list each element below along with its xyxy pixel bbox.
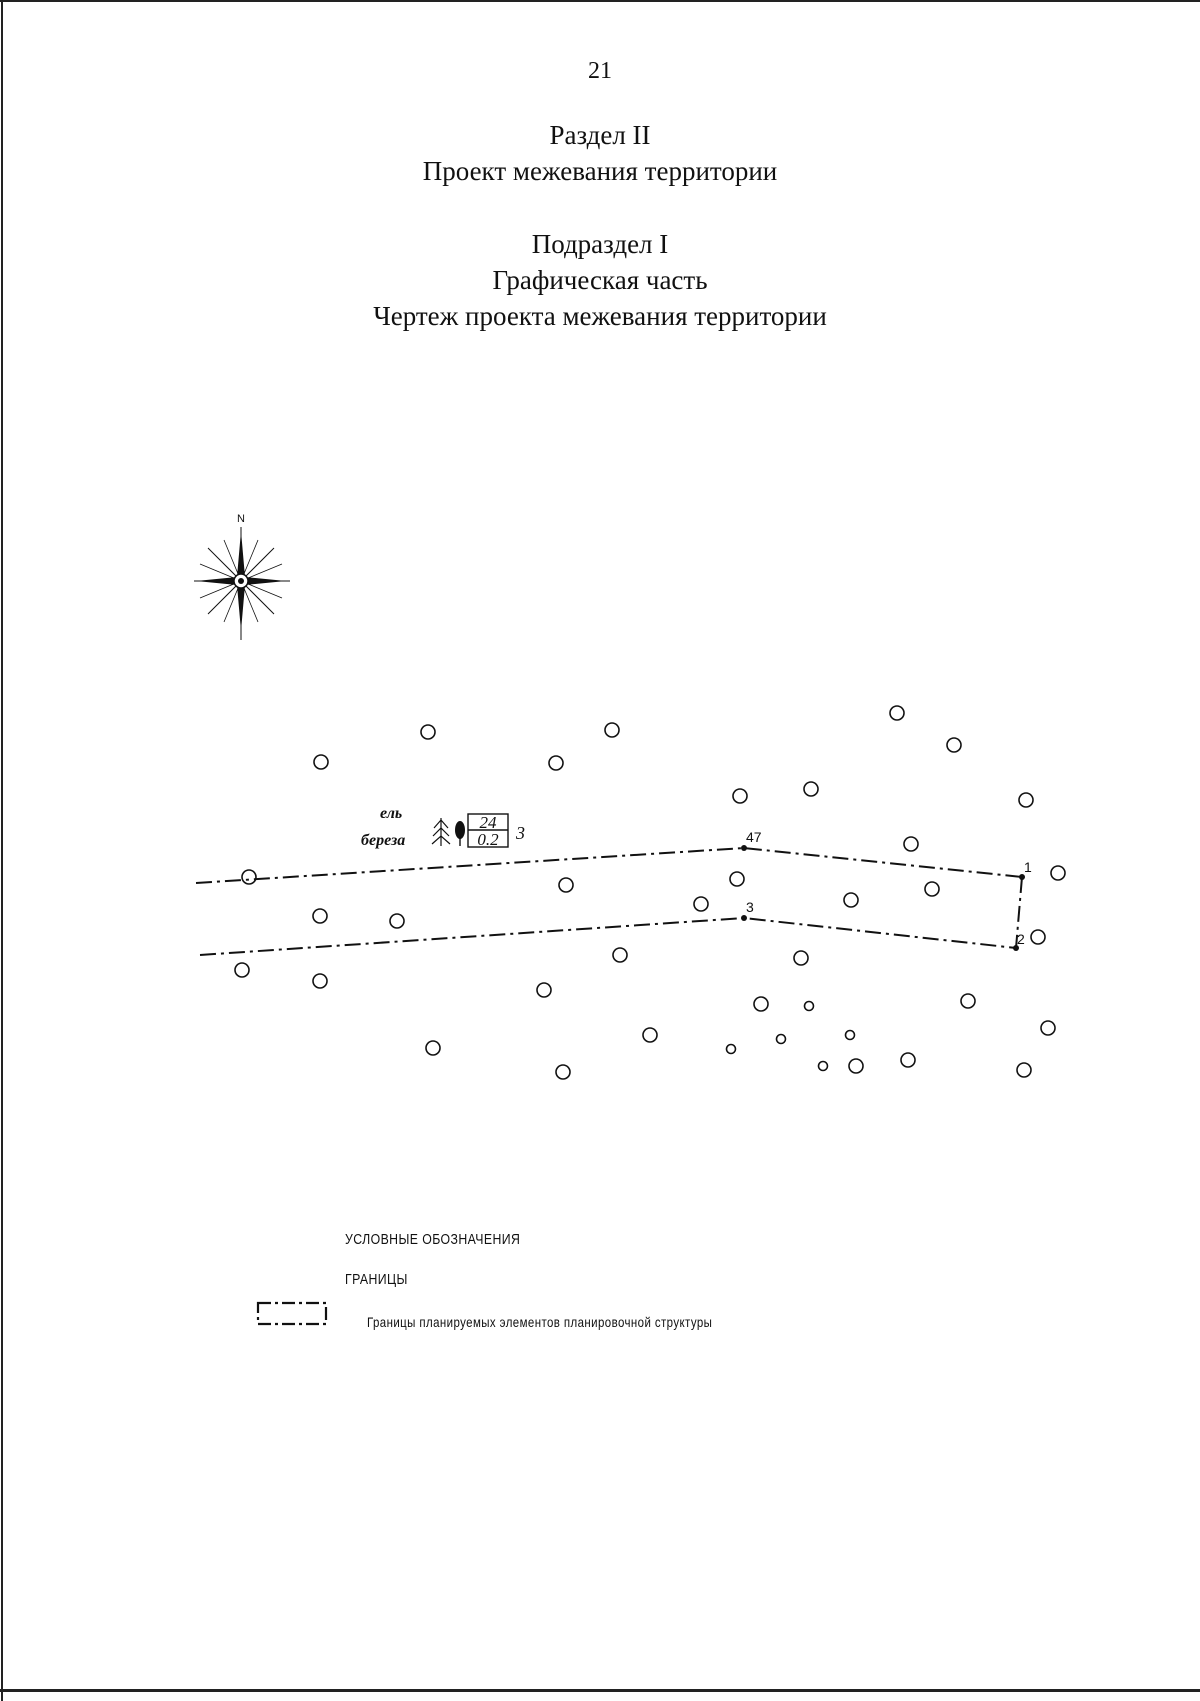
point-label-3: 3 bbox=[746, 899, 754, 915]
tree-marker bbox=[549, 756, 563, 770]
section-title: Проект межевания территории bbox=[422, 156, 778, 186]
stand-class-label: 3 bbox=[516, 823, 525, 843]
boundary-point-47 bbox=[741, 845, 747, 851]
tree-marker-small bbox=[727, 1045, 736, 1054]
page-number: 21 bbox=[588, 58, 612, 84]
tree-marker bbox=[947, 738, 961, 752]
boundary-point-3 bbox=[741, 915, 747, 921]
section-heading: Раздел II bbox=[549, 120, 651, 150]
tree-marker bbox=[1031, 930, 1045, 944]
tree-marker bbox=[242, 870, 256, 884]
tree-marker bbox=[849, 1059, 863, 1073]
tree-marker-small bbox=[846, 1031, 855, 1040]
stand-fraction-denominator: 0.2 bbox=[477, 830, 499, 849]
tree-marker bbox=[1041, 1021, 1055, 1035]
legend-boundary-symbol-icon bbox=[256, 1300, 332, 1328]
tree-marker bbox=[235, 963, 249, 977]
tree-marker bbox=[1017, 1063, 1031, 1077]
tree-species-label-2: береза bbox=[361, 832, 406, 849]
tree-marker bbox=[313, 974, 327, 988]
tree-marker bbox=[904, 837, 918, 851]
tree-marker bbox=[901, 1053, 915, 1067]
compass-north-label: N bbox=[237, 513, 245, 525]
scan-edge-top bbox=[0, 0, 1200, 2]
tree-marker bbox=[1051, 866, 1065, 880]
tree-marker bbox=[890, 706, 904, 720]
tree-marker bbox=[314, 755, 328, 769]
compass-rose-icon bbox=[194, 513, 290, 640]
point-label-2: 2 bbox=[1017, 931, 1025, 947]
scan-edge-bottom bbox=[0, 1689, 1200, 1692]
boundary-points bbox=[741, 845, 1025, 951]
tree-marker bbox=[426, 1041, 440, 1055]
tree-species-label-1: ель bbox=[380, 805, 403, 822]
tree-marker bbox=[643, 1028, 657, 1042]
tree-marker bbox=[390, 914, 404, 928]
subsection-heading: Подраздел I bbox=[531, 229, 669, 259]
tree-marker bbox=[694, 897, 708, 911]
point-label-1: 1 bbox=[1024, 859, 1032, 875]
tree-marker bbox=[925, 882, 939, 896]
legend-title: УСЛОВНЫЕ ОБОЗНАЧЕНИЯ bbox=[345, 1231, 521, 1248]
tree-marker bbox=[730, 872, 744, 886]
tree-marker bbox=[794, 951, 808, 965]
legend-item-label: Границы планируемых элементов планировочной структуры bbox=[367, 1314, 713, 1330]
tree-marker bbox=[754, 997, 768, 1011]
tree-marker bbox=[537, 983, 551, 997]
tree-marker bbox=[804, 782, 818, 796]
tree-marker bbox=[613, 948, 627, 962]
drawing-title: Чертеж проекта межевания территории bbox=[373, 301, 827, 331]
tree-marker-small bbox=[777, 1035, 786, 1044]
tree-marker bbox=[961, 994, 975, 1008]
boundary-lines bbox=[196, 848, 1022, 955]
boundary-line-north bbox=[196, 848, 1022, 883]
conifer-tree-icon bbox=[432, 818, 450, 846]
boundary-line-south bbox=[200, 918, 1016, 955]
tree-marker bbox=[559, 878, 573, 892]
tree-marker bbox=[313, 909, 327, 923]
tree-markers bbox=[235, 706, 1065, 1079]
tree-marker bbox=[556, 1065, 570, 1079]
deciduous-tree-icon bbox=[455, 821, 465, 846]
tree-marker bbox=[605, 723, 619, 737]
tree-marker bbox=[421, 725, 435, 739]
tree-marker bbox=[1019, 793, 1033, 807]
point-label-47: 47 bbox=[746, 829, 762, 845]
tree-marker-small bbox=[819, 1062, 828, 1071]
forest-stand-annotation bbox=[361, 805, 525, 849]
stand-fraction-numerator: 24 bbox=[479, 813, 497, 832]
survey-drawing bbox=[0, 500, 1200, 1100]
part-heading: Графическая часть bbox=[492, 265, 708, 295]
tree-marker bbox=[844, 893, 858, 907]
legend-group-title: ГРАНИЦЫ bbox=[345, 1271, 408, 1288]
tree-marker bbox=[733, 789, 747, 803]
tree-marker-small bbox=[805, 1002, 814, 1011]
